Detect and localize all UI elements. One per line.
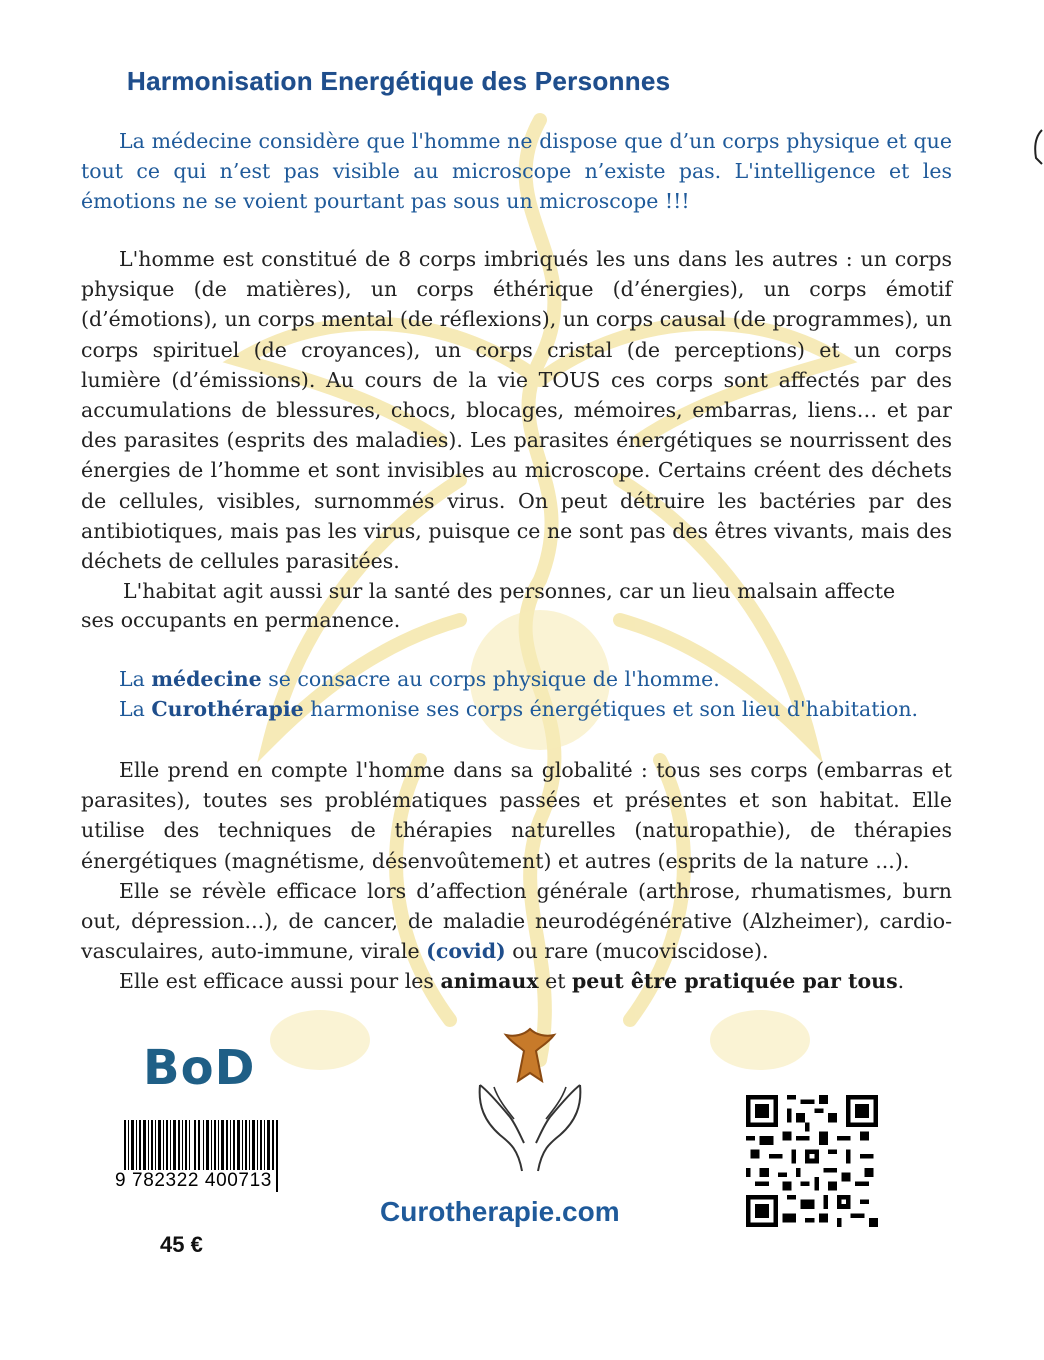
bodies-paragraph-2-tail <box>81 605 952 635</box>
qr-code-icon[interactable] <box>746 1095 878 1227</box>
pratiquee-bold: peut être pratiquée par tous <box>571 969 898 994</box>
approach-p3-text: Elle est efficace aussi pour les <box>119 969 441 994</box>
definition-medecine <box>81 664 952 694</box>
approach-p3-mid: et <box>538 969 572 994</box>
approach-paragraph-1: Elle prend en compte l'homme dans sa globalité : tous ses corps (embarras et parasites), toutes ses problématiques passées et présentes et son habitat. Elle utilise des techniques de thérapies naturelles (naturopathie), de thérapies énergétiques (magnétisme, désenvoûtement) et autres (esprits de la nature ...). <box>81 758 952 873</box>
definition-medecine-suffix: se consacre au corps physique de l'homme. <box>261 667 720 691</box>
approach-p2-tail: ou rare (mucoviscidose). <box>505 939 769 964</box>
habitat-text-1: L'habitat agit aussi sur la santé des personnes, car un lieu malsain affecte <box>123 579 896 604</box>
covid-bold: (covid) <box>426 939 506 964</box>
approach-p3-end: . <box>897 969 905 994</box>
website-link[interactable]: Curotherapie.com <box>380 1196 620 1227</box>
definitions-section <box>81 664 952 724</box>
definition-curotherapie <box>81 694 952 724</box>
bodies-paragraph-2-line-1 <box>81 576 952 606</box>
isbn-number: 9 782322 400713 <box>115 1170 272 1191</box>
page-title: Harmonisation Energétique des Personnes <box>127 66 671 96</box>
price: 45 € <box>160 1232 203 1257</box>
curotherapie-bold: Curothérapie <box>151 697 304 722</box>
publisher-logo: BoD <box>143 1040 256 1096</box>
intro-paragraph <box>81 126 952 217</box>
approach-paragraph-3 <box>81 966 952 996</box>
approach-paragraph-2 <box>81 876 952 967</box>
hands-dove-logo-icon <box>470 1025 590 1175</box>
definition-curotherapie-prefix: La <box>119 697 152 722</box>
habitat-text-2: ses occupants en permanence. <box>81 608 401 632</box>
definition-medecine-prefix: La <box>119 667 152 691</box>
approach-section <box>81 755 952 997</box>
definition-curotherapie-suffix: harmonise ses corps énergétiques et son lieu d'habitation. <box>303 697 919 722</box>
edge-ornament-icon <box>1032 128 1044 166</box>
medecine-bold: médecine <box>151 667 262 691</box>
approach-p2-text: Elle se révèle efficace lors d’affection générale (arthrose, rhumatismes, burn out, dépression...), de cancer, de maladie neurodégénérative (Alzheimer), cardio-vasculaires, auto-immune, virale <box>81 878 952 964</box>
animaux-bold: animaux <box>440 969 539 994</box>
bodies-section <box>81 244 952 606</box>
intro-text: La médecine considère que l'homme ne dispose que d’un corps physique et que tout ce qui n’est pas visible au microscope n’existe pas. L'intelligence et les émotions ne se voient pourtant pas sous un microscope !!! <box>81 129 952 214</box>
bodies-paragraph-1: L'homme est constitué de 8 corps imbriqués les uns dans les autres : un corps physique (de matières), un corps éthérique (d’énergies), un corps émotif (d’émotions), un corps mental (de réflexions), un corps causal (de programmes), un corps spirituel (de croyances), un corps cristal (de perceptions) et un corps lumière (d’émissions). Au cours de la vie TOUS ces corps sont affectés par des accumulations de blessures, chocs, blocages, mémoires, embarras, liens… et par des parasites (esprits des maladies). Les parasites énergétiques se nourrissent des énergies de l’homme et sont invisibles au microscope. Certains créent des déchets de cellules, visibles, surnommés virus. On peut détruire les bactéries par des antibiotiques, mais pas les virus, puisque ce ne sont pas des êtres vivants, mais des déchets de cellules parasitées. <box>81 247 952 574</box>
